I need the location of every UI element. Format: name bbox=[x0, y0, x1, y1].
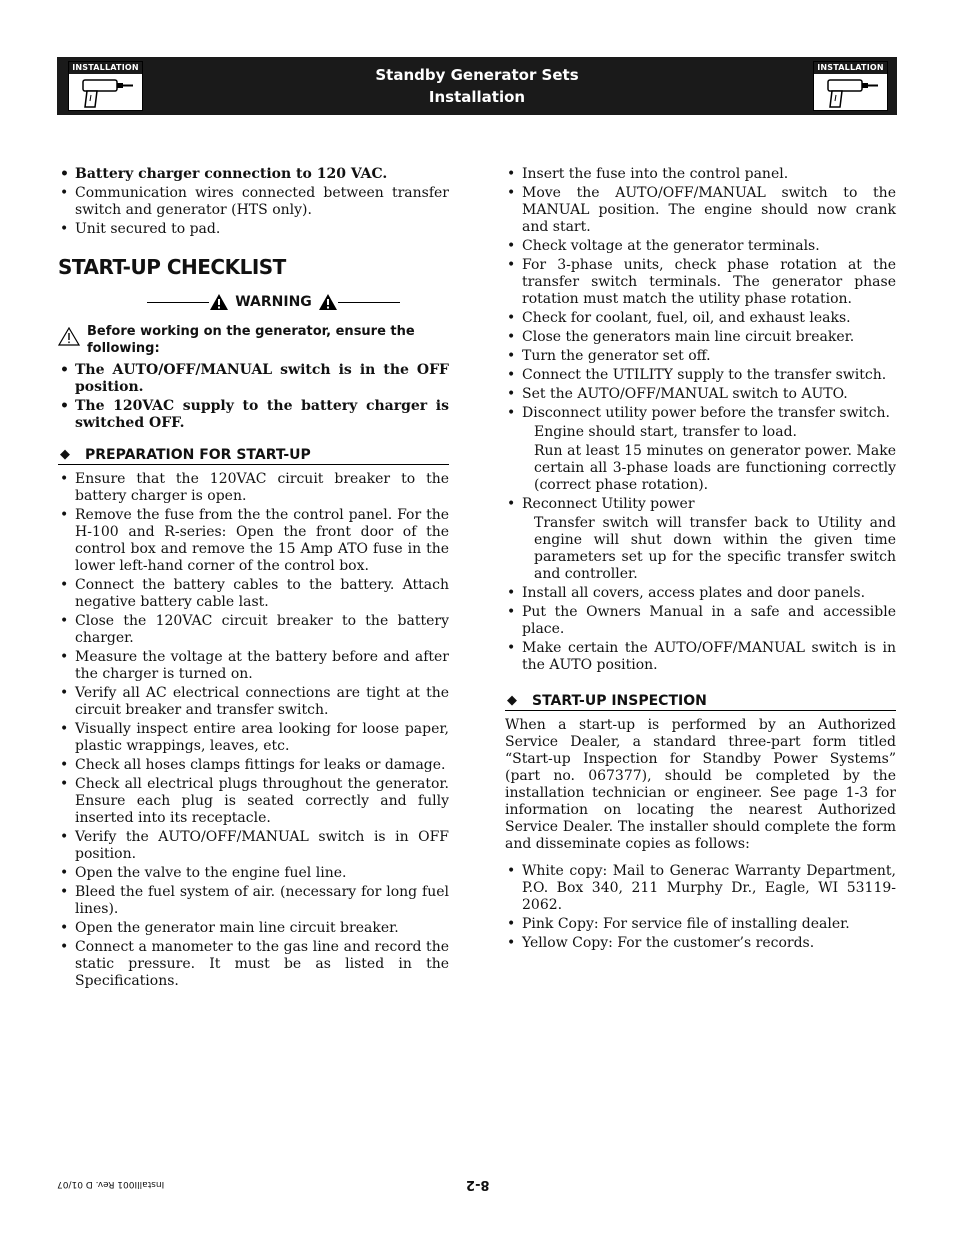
list-item: • Insert the fuse into the control panel. bbox=[505, 166, 896, 183]
diamond-bullet-icon: ◆ bbox=[60, 447, 70, 462]
header-title bbox=[177, 64, 777, 108]
list-item: • Pink Copy: For service file of installing dealer. bbox=[505, 916, 896, 933]
list-item: • Check all hoses clamps fittings for leaks or damage. bbox=[58, 757, 449, 774]
document-id: InstallI001 Rev. D 01/07 bbox=[57, 1179, 165, 1189]
badge-label: INSTALLATION bbox=[69, 62, 142, 74]
section-heading-preparation bbox=[58, 446, 449, 465]
intro-list bbox=[58, 166, 449, 238]
list-item: • The 120VAC supply to the battery charger is switched OFF. bbox=[58, 398, 449, 432]
list-item: • Remove the fuse from the the control panel. For the H-100 and R-series: Open the front door of the control box and remove the 15 Amp ATO fuse in the lower left-hand corner of the control box. bbox=[58, 507, 449, 575]
list-item: • Verify all AC electrical connections are tight at the circuit breaker and transfer switch. bbox=[58, 685, 449, 719]
list-item: • Move the AUTO/OFF/MANUAL switch to the MANUAL position. The engine should now crank and start. bbox=[505, 185, 896, 236]
header-title-line2: Installation bbox=[428, 88, 526, 106]
list-item: • Verify the AUTO/OFF/MANUAL switch is in OFF position. bbox=[58, 829, 449, 863]
list-item: • Open the valve to the engine fuel line. bbox=[58, 865, 449, 882]
list-item: • Turn the generator set off. bbox=[505, 348, 896, 365]
preparation-list bbox=[58, 471, 449, 990]
page-number: 8-2 bbox=[466, 1177, 490, 1192]
list-item: • Close the 120VAC circuit breaker to the battery charger. bbox=[58, 613, 449, 647]
warning-icon bbox=[209, 293, 229, 311]
list-item: • Ensure that the 120VAC circuit breaker to the battery charger is open. bbox=[58, 471, 449, 505]
list-item: • Connect the UTILITY supply to the transfer switch. bbox=[505, 367, 896, 384]
list-item: • Check voltage at the generator terminals. bbox=[505, 238, 896, 255]
page-header bbox=[57, 57, 897, 115]
list-item: • Yellow Copy: For the customer’s records. bbox=[505, 935, 896, 952]
copies-list bbox=[505, 863, 896, 952]
list-item: • Reconnect Utility power bbox=[505, 496, 896, 513]
list-item: • White copy: Mail to Generac Warranty Department, P.O. Box 340, 211 Murphy Dr., Eagle, WI 53119-2062. bbox=[505, 863, 896, 914]
reconnect-list bbox=[505, 496, 896, 513]
header-title-line1: Standby Generator Sets bbox=[375, 66, 579, 84]
list-item: • Bleed the fuel system of air. (necessary for long fuel lines). bbox=[58, 884, 449, 918]
list-item: • Visually inspect entire area looking for loose paper, plastic wrappings, leaves, etc. bbox=[58, 721, 449, 755]
drill-icon bbox=[75, 75, 137, 109]
list-item: • Connect a manometer to the gas line and record the static pressure. It must be as listed in the Specifications. bbox=[58, 939, 449, 990]
warning-text bbox=[58, 323, 449, 357]
inspection-paragraph: When a start-up is performed by an Authorized Service Dealer, a standard three-part form titled “Start-up Inspection for Standby Power Systems” (part no. 067377), should be completed by the installation technician or engineer. See page 1-3 for information on locating the nearest Authorized Service Dealer. The installer should complete the form and disseminate copies as follows: bbox=[505, 717, 896, 852]
list-item: • Battery charger connection to 120 VAC. bbox=[58, 166, 449, 183]
warning-list bbox=[58, 362, 449, 432]
list-item: • Put the Owners Manual in a safe and accessible place. bbox=[505, 604, 896, 638]
list-item: • Measure the voltage at the battery before and after the charger is turned on. bbox=[58, 649, 449, 683]
list-item: • Connect the battery cables to the battery. Attach negative battery cable last. bbox=[58, 577, 449, 611]
checklist-heading: START-UP CHECKLIST bbox=[58, 255, 286, 279]
diamond-bullet-icon: ◆ bbox=[507, 693, 517, 708]
list-item: • Set the AUTO/OFF/MANUAL switch to AUTO. bbox=[505, 386, 896, 403]
list-item: • Communication wires connected between transfer switch and generator (HTS only). bbox=[58, 185, 449, 219]
list-item: • Check for coolant, fuel, oil, and exhaust leaks. bbox=[505, 310, 896, 327]
warning-label: WARNING bbox=[235, 293, 312, 310]
list-item: • Disconnect utility power before the transfer switch. bbox=[505, 405, 896, 422]
left-column bbox=[58, 166, 449, 992]
warning-banner bbox=[98, 291, 449, 313]
right-column bbox=[505, 166, 896, 954]
indented-note: Run at least 15 minutes on generator power. Make certain all 3-phase loads are functioning correctly (correct phase rotation). bbox=[534, 443, 896, 493]
list-item: • Close the generators main line circuit breaker. bbox=[505, 329, 896, 346]
section-heading-label: START-UP INSPECTION bbox=[532, 693, 707, 709]
finish-list bbox=[505, 585, 896, 674]
warning-icon bbox=[318, 293, 338, 311]
list-item: • Check all electrical plugs throughout the generator. Ensure each plug is seated correctly and fully inserted into its receptacle. bbox=[58, 776, 449, 827]
list-item: • Open the generator main line circuit breaker. bbox=[58, 920, 449, 937]
divider bbox=[147, 302, 209, 303]
badge-label: INSTALLATION bbox=[814, 62, 887, 74]
list-item: • Make certain the AUTO/OFF/MANUAL switch is in the AUTO position. bbox=[505, 640, 896, 674]
list-item: • Install all covers, access plates and door panels. bbox=[505, 585, 896, 602]
caution-icon bbox=[58, 327, 80, 346]
list-item: • Unit secured to pad. bbox=[58, 221, 449, 238]
section-heading-inspection bbox=[505, 692, 896, 711]
warning-text-body: Before working on the generator, ensure the following: bbox=[87, 324, 415, 356]
divider bbox=[338, 302, 400, 303]
list-item: • The AUTO/OFF/MANUAL switch is in the OFF position. bbox=[58, 362, 449, 396]
indented-note: Engine should start, transfer to load. bbox=[534, 424, 797, 440]
installation-badge-right bbox=[813, 61, 888, 111]
section-heading-label: PREPARATION FOR START-UP bbox=[85, 447, 311, 463]
startup-steps-list bbox=[505, 166, 896, 422]
list-item: • For 3-phase units, check phase rotation at the transfer switch terminals. The generator phase rotation must match the utility phase rotation. bbox=[505, 257, 896, 308]
installation-badge-left bbox=[68, 61, 143, 111]
indented-note: Transfer switch will transfer back to Utility and engine will shut down within the given time parameters set up for the specific transfer switch and controller. bbox=[534, 515, 896, 582]
drill-icon bbox=[820, 75, 882, 109]
